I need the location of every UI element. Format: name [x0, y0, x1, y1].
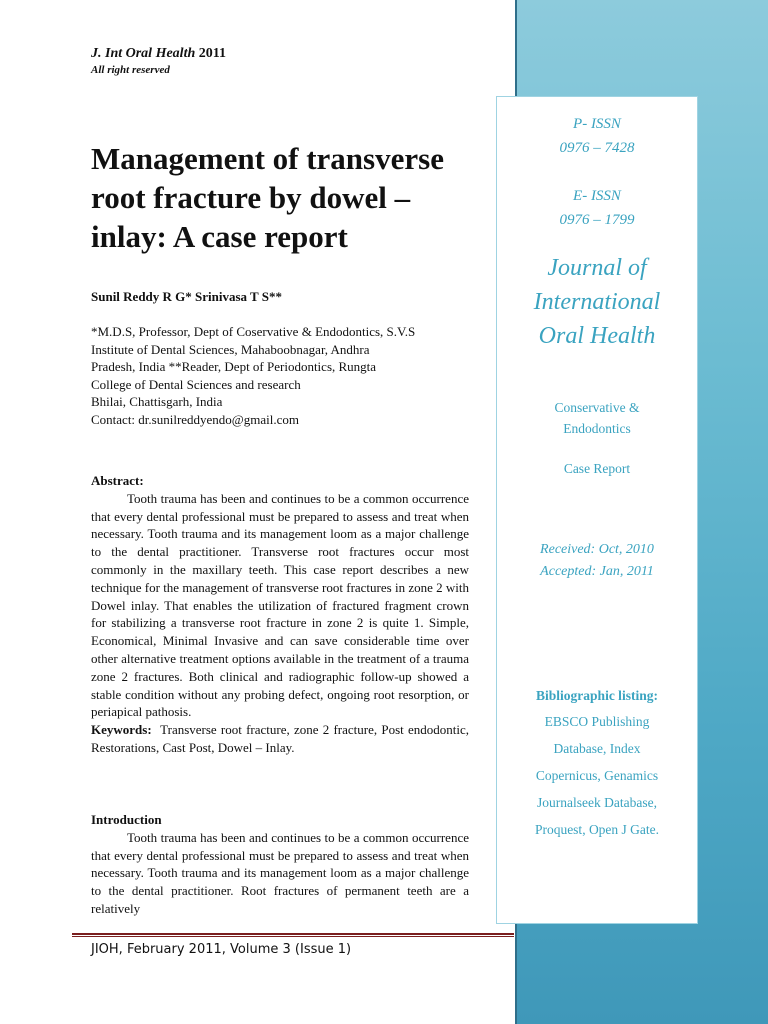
rights-notice: All right reserved	[91, 64, 170, 76]
affiliation-line: Bhilai, Chattisgarh, India	[91, 394, 223, 410]
biblio-line-3: Copernicus, Genamics	[535, 768, 659, 783]
affiliation-line: Pradesh, India **Reader, Dept of Periodontics, Rungta	[91, 359, 377, 375]
affiliations	[91, 323, 486, 429]
journal-name: J. Int Oral Health	[91, 46, 196, 61]
accepted-date: Accepted: Jan, 2011	[540, 564, 654, 579]
biblio-line-4: Journalseek Database,	[537, 795, 657, 810]
keywords-label: Keywords:	[91, 722, 152, 738]
biblio-line-5: Proquest, Open J Gate.	[534, 822, 660, 837]
article-title: Management of transverse root fracture by dowel – inlay: A case report	[91, 141, 444, 254]
keywords-text: Transverse root fracture, zone 2 fracture, Post endodontic, Restorations, Cast Post, Dowel – Inlay.	[91, 722, 469, 755]
article-type: Case Report	[563, 461, 631, 476]
abstract-text: Tooth trauma has been and continues to be a common occurrence that every dental professional must be prepared to assess and treat when necessary. Tooth trauma and its management loom as a major challenge to the dental practitioner. Transverse root fractures occur most commonly in the maxillary teeth. This case report describes a new technique for the management of transverse root fractures in zone 2 with Dowel inlay. That enables the utilization of fractured fragment crown for stabilizing a transverse root fracture in zone 2 is quite 1. Simple, Economical, Minimal Invasive and can save considerable time over other alternative treatment options available in the treatment of a trauma zone 2 fractures. Both clinical and radiographic follow-up showed a stable condition without any probing defect, ongoing root resorption, or periapical pathosis.	[91, 490, 469, 720]
contact-email: Contact: dr.sunilreddyendo@gmail.com	[91, 411, 300, 427]
affiliation-line: College of Dental Sciences and research	[91, 376, 301, 392]
journal-header	[91, 45, 226, 77]
introduction-text: Tooth trauma has been and continues to be a common occurrence that every dental professional must be prepared to assess and treat when necessary. Tooth trauma and its management loom as a major challenge to the dental practitioner. Root fractures of permanent teeth are a relatively	[91, 829, 469, 916]
biblio-line-1: EBSCO Publishing	[544, 714, 650, 729]
affiliation-line: Institute of Dental Sciences, Mahaboobnagar, Andhra	[91, 341, 370, 357]
journal-title-line-3: Oral Health	[538, 323, 656, 349]
footer-citation: JIOH, February 2011, Volume 3 (Issue 1)	[91, 942, 352, 957]
journal-title-line-1: Journal of	[547, 255, 647, 281]
journal-info-box	[496, 96, 698, 924]
p-issn-value: 0976 – 7428	[559, 140, 635, 156]
received-date: Received: Oct, 2010	[540, 542, 654, 557]
category-line-2: Endodontics	[563, 421, 631, 436]
author-list: Sunil Reddy R G* Srinivasa T S**	[91, 289, 282, 304]
journal-year: 2011	[198, 46, 226, 61]
journal-title-line-2: International	[533, 289, 661, 315]
footer-divider	[72, 933, 514, 937]
introduction-heading: Introduction	[91, 812, 162, 827]
p-issn-label: P- ISSN	[573, 116, 621, 132]
abstract-section	[91, 472, 469, 757]
e-issn-label: E- ISSN	[573, 188, 621, 204]
category-line-1: Conservative &	[554, 400, 640, 415]
e-issn-value: 0976 – 1799	[559, 212, 635, 228]
biblio-heading: Bibliographic listing:	[536, 688, 658, 703]
journal-citation-line	[91, 45, 226, 63]
biblio-line-2: Database, Index	[553, 741, 641, 756]
affiliation-line: *M.D.S, Professor, Dept of Coservative & Endodontics, S.V.S	[91, 324, 416, 339]
keywords	[91, 721, 469, 757]
abstract-heading: Abstract:	[91, 473, 144, 488]
introduction-section	[91, 811, 469, 918]
